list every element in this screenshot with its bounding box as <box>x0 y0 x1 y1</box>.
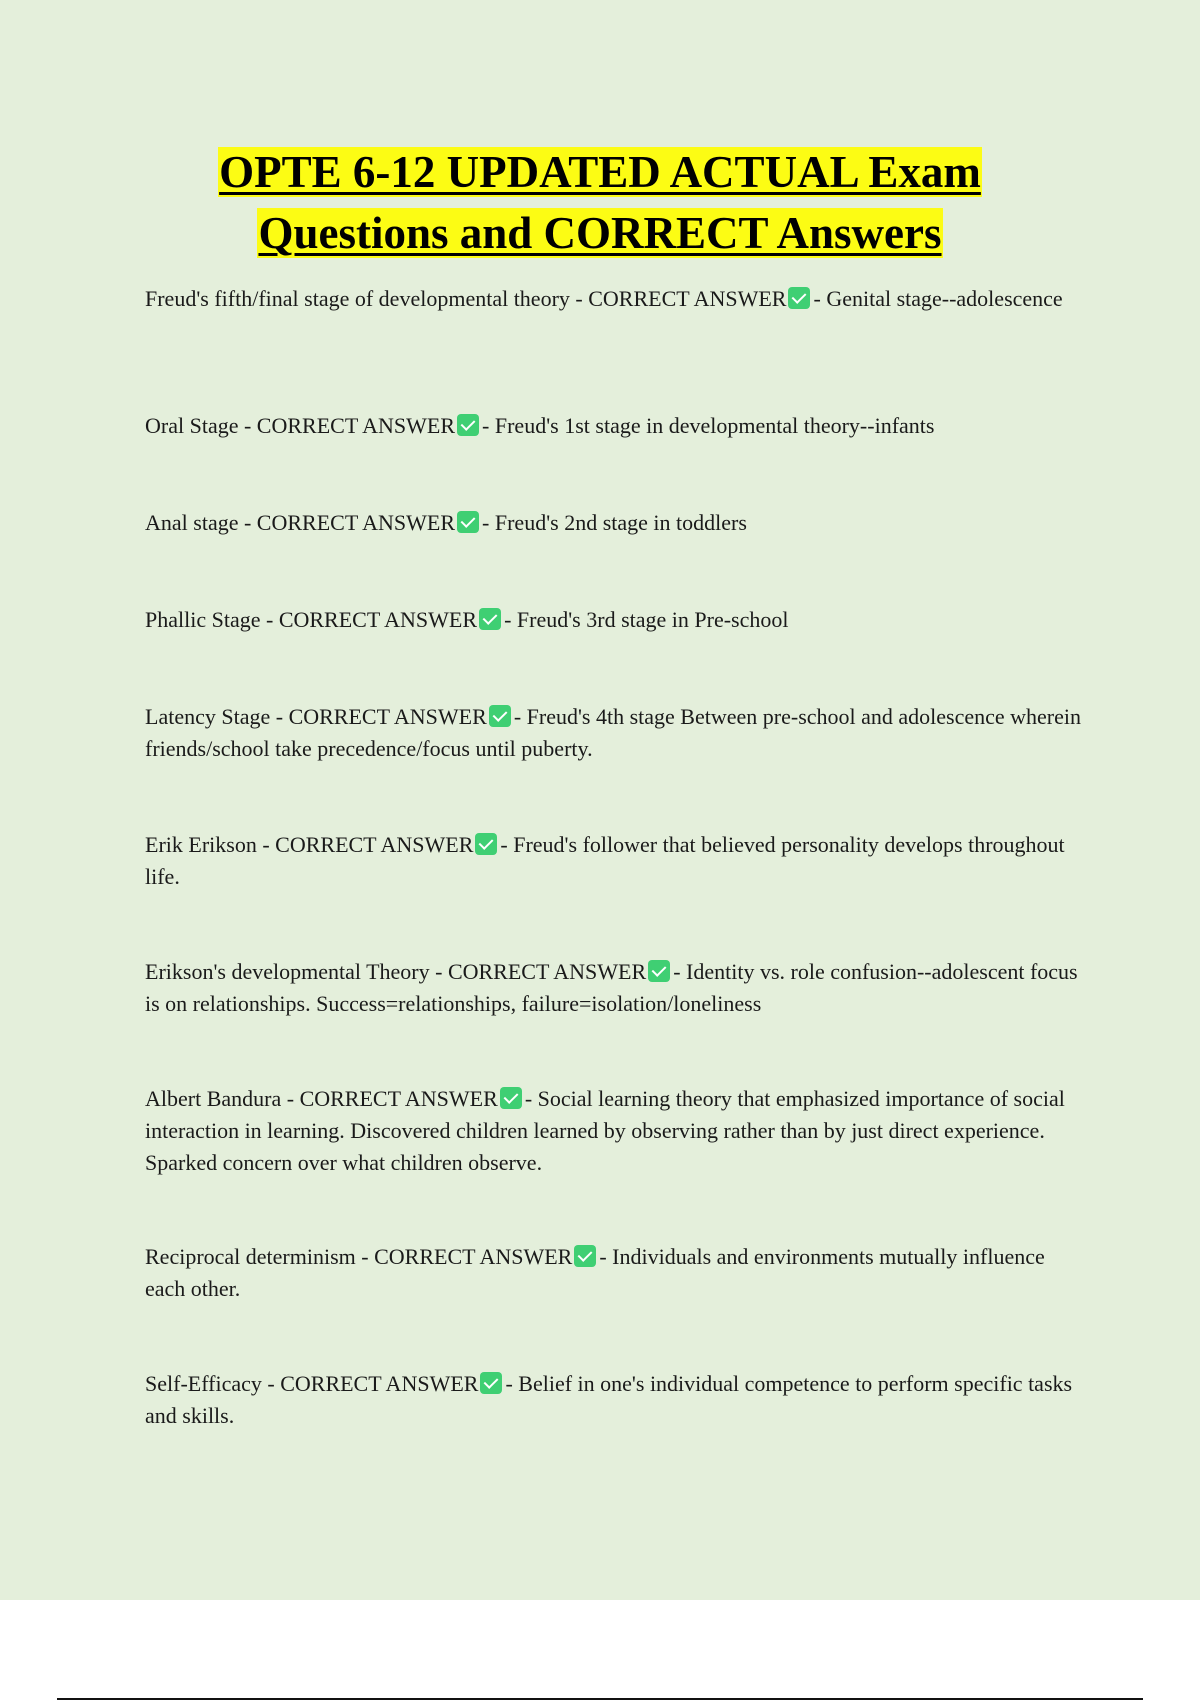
correct-answer-label: CORRECT ANSWER <box>275 832 474 857</box>
qa-entry: Self-Efficacy - CORRECT ANSWER - Belief in one's individual competence to perform specific tasks and skills. <box>145 1371 1073 1428</box>
check-mark-icon <box>500 1087 522 1109</box>
entry-answer: Belief in one's individual competence to perform specific tasks and skills. <box>145 1371 1073 1428</box>
qa-entry: Albert Bandura - CORRECT ANSWER - Social learning theory that emphasized importance of social interaction in learning. Discovered children learned by observing rather than by just direct experience. Sparked concern over what children observe. <box>145 1086 1065 1175</box>
qa-entry: Freud's fifth/final stage of developmental theory - CORRECT ANSWER - Genital stage--adolescence <box>145 286 1063 311</box>
correct-answer-label: CORRECT ANSWER <box>288 704 487 729</box>
entry-answer: Genital stage--adolescence <box>826 286 1063 311</box>
entry-term: Self-Efficacy <box>145 1371 262 1396</box>
entry-answer: Freud's follower that believed personality develops throughout life. <box>145 832 1065 889</box>
entry-answer: Freud's 2nd stage in toddlers <box>494 510 747 535</box>
check-mark-icon <box>574 1245 596 1267</box>
entry-term: Albert Bandura <box>145 1086 282 1111</box>
qa-entry: Erikson's developmental Theory - CORRECT ANSWER - Identity vs. role confusion--adolescent focus is on relationships. Success=relationships, failure=isolation/loneliness <box>145 959 1078 1016</box>
entry-term: Freud's fifth/final stage of developmental theory <box>145 286 570 311</box>
check-mark-icon <box>480 1372 502 1394</box>
check-mark-icon <box>457 511 479 533</box>
qa-entry: Phallic Stage - CORRECT ANSWER - Freud's 3rd stage in Pre-school <box>145 607 789 632</box>
check-mark-icon <box>457 414 479 436</box>
entry-answer: Individuals and environments mutually influence each other. <box>145 1244 1045 1301</box>
correct-answer-label: CORRECT ANSWER <box>374 1244 573 1269</box>
entry-answer: Freud's 4th stage Between pre-school and adolescence wherein friends/school take precedence/focus until puberty. <box>145 704 1082 761</box>
check-mark-icon <box>475 833 497 855</box>
qa-entry: Oral Stage - CORRECT ANSWER - Freud's 1st stage in developmental theory--infants <box>145 413 935 438</box>
entry-term: Oral Stage <box>145 413 239 438</box>
check-mark-icon <box>788 287 810 309</box>
entry-term: Reciprocal determinism <box>145 1244 356 1269</box>
correct-answer-label: CORRECT ANSWER <box>447 959 647 984</box>
entry-answer: Social learning theory that emphasized importance of social interaction in learning. Discovered children learned by observing rather than by just direct experience. Sparked concern over what children observe. <box>145 1086 1065 1175</box>
entry-answer: Freud's 1st stage in developmental theory--infants <box>494 413 935 438</box>
correct-answer-label: CORRECT ANSWER <box>256 510 456 535</box>
entry-answer: Freud's 3rd stage in Pre-school <box>516 607 789 632</box>
title-line-1: OPTE 6-12 UPDATED ACTUAL Exam <box>219 147 981 197</box>
check-mark-icon <box>489 705 511 727</box>
correct-answer-label: CORRECT ANSWER <box>278 607 478 632</box>
document-title <box>100 142 1100 264</box>
correct-answer-label: CORRECT ANSWER <box>256 413 456 438</box>
entry-term: Anal stage <box>145 510 239 535</box>
check-mark-icon <box>648 960 670 982</box>
check-mark-icon <box>479 608 501 630</box>
entry-term: Erikson's developmental Theory <box>145 959 430 984</box>
qa-entry: Reciprocal determinism - CORRECT ANSWER - Individuals and environments mutually influence each other. <box>145 1244 1045 1301</box>
entry-term: Erik Erikson <box>145 832 257 857</box>
qa-entry: Anal stage - CORRECT ANSWER - Freud's 2nd stage in toddlers <box>145 510 747 535</box>
correct-answer-label: CORRECT ANSWER <box>280 1371 479 1396</box>
correct-answer-label: CORRECT ANSWER <box>299 1086 498 1111</box>
qa-entry: Latency Stage - CORRECT ANSWER - Freud's 4th stage Between pre-school and adolescence wherein friends/school take precedence/focus until puberty. <box>145 704 1082 761</box>
entry-term: Phallic Stage <box>145 607 261 632</box>
correct-answer-label: CORRECT ANSWER <box>588 286 787 311</box>
title-line-2: Questions and CORRECT Answers <box>258 208 942 258</box>
qa-entry: Erik Erikson - CORRECT ANSWER - Freud's follower that believed personality develops throughout life. <box>145 832 1065 889</box>
entry-answer: Identity vs. role confusion--adolescent focus is on relationships. Success=relationships, failure=isolation/loneliness <box>145 959 1078 1016</box>
entry-term: Latency Stage <box>145 704 271 729</box>
